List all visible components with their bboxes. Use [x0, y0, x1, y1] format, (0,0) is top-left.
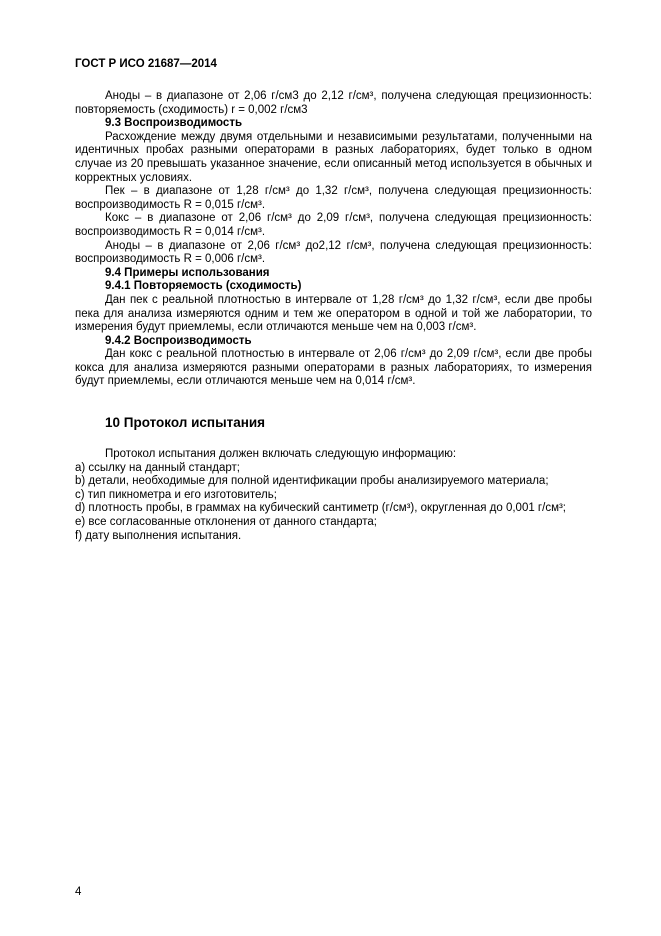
page-body [75, 58, 592, 543]
paragraph: Кокс – в диапазоне от 2,06 г/см³ до 2,09 г/см³, получена следующая прецизионность: воспроизводимость R = 0,014 г/см³. [75, 212, 592, 238]
document-header: ГОСТ Р ИСО 21687—2014 [75, 58, 217, 70]
list-item: d) плотность пробы, в граммах на кубический сантиметр (г/см³), округленная до 0,001 г/см³; [75, 502, 567, 515]
paragraph: Дан пек с реальной плотностью в интервале от 1,28 г/см³ до 1,32 г/см³, если две пробы пека для анализа измеряются одним и тем же оператором в одной и той же лаборатории, то измерения будут приемлемы, если отличаются меньше чем на 0,003 г/см³. [75, 293, 592, 334]
paragraph: Расхождение между двумя отдельными и независимыми результатами, полученными на идентичных пробах разными операторами в разных лабораториях, будет только в одном случае из 20 превышать указанное значение, если описанный метод используется в обычных и корректных условиях. [75, 130, 592, 184]
paragraph: Протокол испытания должен включать следующую информацию: [105, 448, 457, 461]
heading: 9.4 Примеры использования [105, 266, 270, 279]
list-item: b) детали, необходимые для полной идентификации пробы анализируемого материала; [75, 475, 549, 488]
paragraph: Пек – в диапазоне от 1,28 г/см³ до 1,32 г/см³, получена следующая прецизионность: воспроизводимость R = 0,015 г/см³. [75, 185, 592, 211]
heading: 9.3 Воспроизводимость [105, 117, 243, 130]
paragraph: Дан кокс с реальной плотностью в интервале от 2,06 г/см³ до 2,09 г/см³, если две пробы кокса для анализа измеряются разными операторами в разных лабораториях, то измерения будут приемлемы, если отличаются меньше чем на 0,014 г/см³. [75, 348, 592, 388]
heading: 9.4.1 Повторяемость (сходимость) [105, 280, 302, 293]
list-item: c) тип пикнометра и его изготовитель; [75, 488, 277, 501]
list-item: e) все согласованные отклонения от данного стандарта; [75, 516, 377, 529]
list-item: f) дату выполнения испытания. [75, 529, 242, 542]
content-blocks [75, 90, 592, 543]
page-number: 4 [75, 886, 82, 898]
paragraph: Аноды – в диапазоне от 2,06 г/см3 до 2,12 г/см³, получена следующая прецизионность: повторяемость (сходимость) r = 0,002 г/см3 [75, 90, 592, 116]
paragraph: Аноды – в диапазоне от 2,06 г/см³ до2,12 г/см³, получена следующая прецизионность: воспроизводимость R = 0,006 г/см³. [75, 239, 592, 266]
heading: 10 Протокол испытания [105, 415, 266, 431]
list-item: a) ссылку на данный стандарт; [75, 461, 240, 474]
heading: 9.4.2 Воспроизводимость [105, 334, 252, 347]
